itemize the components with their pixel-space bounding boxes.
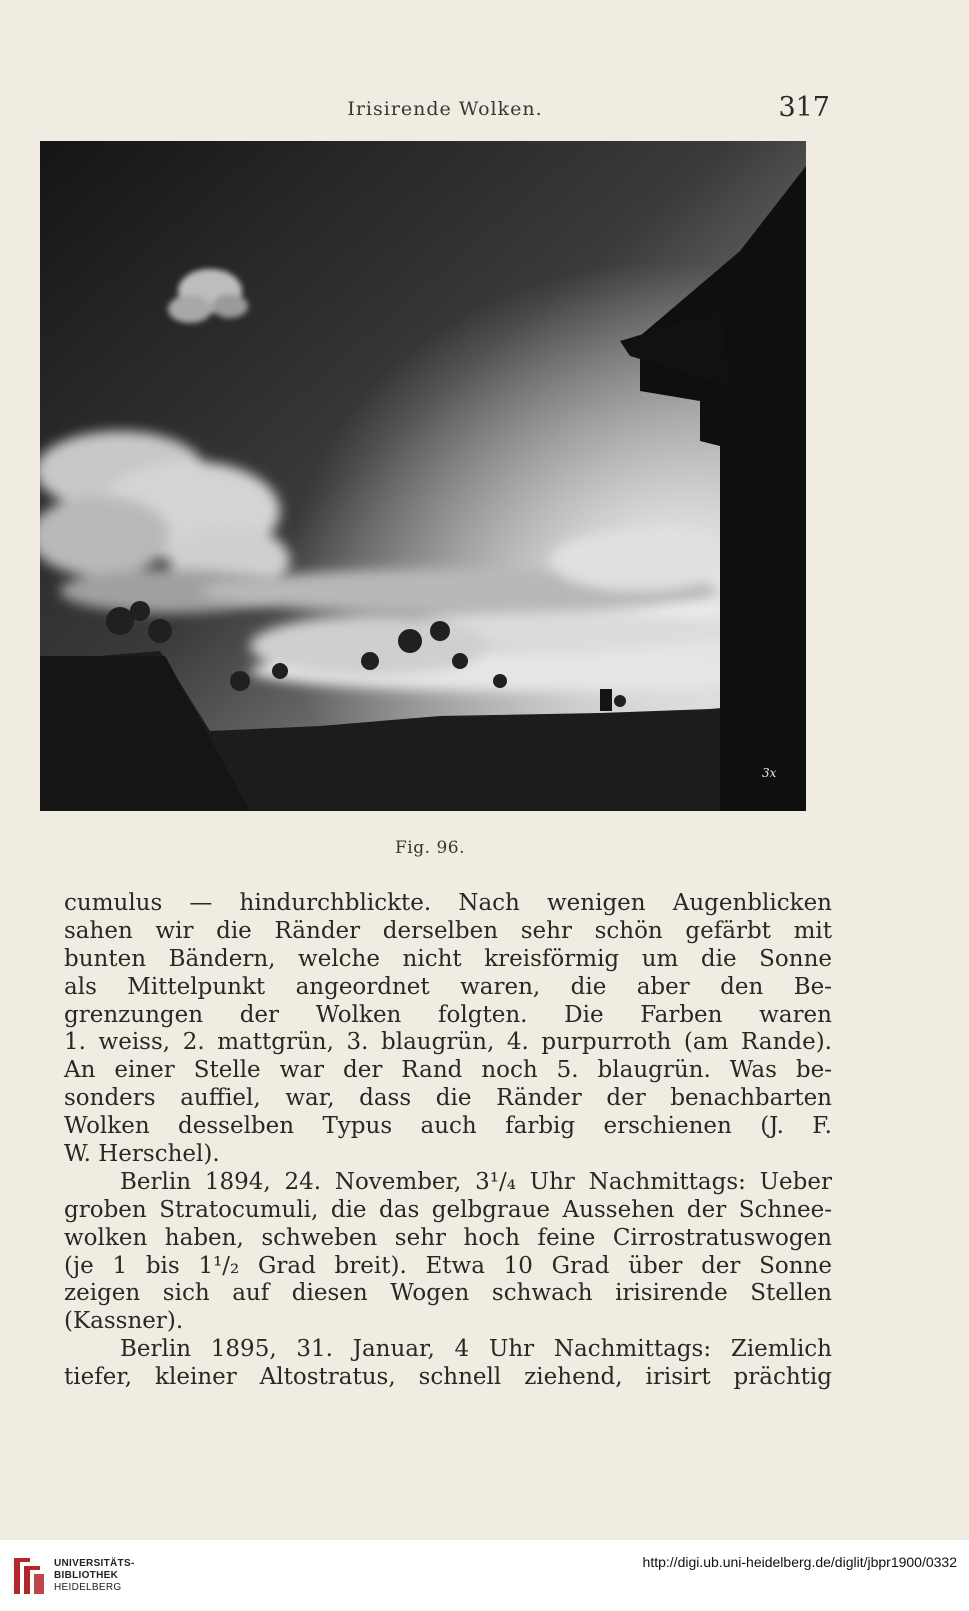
text-line: tiefer, kleiner Altostratus, schnell ziehend, irisirt prächtig: [64, 1364, 832, 1391]
text-line: bunten Bändern, welche nicht kreisförmig um die Sonne: [64, 945, 832, 972]
text-line: grenzungen der Wolken folgten. Die Farben waren: [64, 1001, 832, 1028]
text-line: Berlin 1894, 24. November, 3¹/₄ Uhr Nachmittags: Ueber: [120, 1168, 832, 1195]
library-name: [54, 1558, 135, 1594]
source-url-link[interactable]: http://digi.ub.uni-heidelberg.de/diglit/jbpr1900/0332: [642, 1554, 957, 1570]
text-line: An einer Stelle war der Rand noch 5. blaugrün. Was be-: [64, 1057, 832, 1084]
figure-caption: Fig. 96.: [395, 838, 465, 858]
text-line: wolken haben, schweben sehr hoch feine Cirrostratuswogen: [64, 1224, 832, 1251]
text-line: W. Herschel).: [64, 1141, 220, 1168]
page-number: 317: [778, 92, 830, 123]
text-line: (Kassner).: [64, 1308, 184, 1335]
text-line: Wolken desselben Typus auch farbig erschienen (J. F.: [64, 1113, 832, 1140]
footer-bar: [0, 1540, 969, 1611]
text-line: groben Stratocumuli, die das gelbgraue Aussehen der Schnee-: [64, 1196, 832, 1223]
text-line: zeigen sich auf diesen Wogen schwach irisirende Stellen: [64, 1280, 832, 1307]
corner-mark: 3x: [762, 766, 777, 780]
cloud-photograph: [40, 141, 806, 811]
text-line: sonders auffiel, war, dass die Ränder der benachbarten: [64, 1085, 832, 1112]
text-line: als Mittelpunkt angeordnet waren, die aber den Be-: [64, 973, 832, 1000]
library-name-line: BIBLIOTHEK: [54, 1570, 119, 1581]
text-line: Berlin 1895, 31. Januar, 4 Uhr Nachmittags: Ziemlich: [120, 1336, 832, 1363]
text-line: sahen wir die Ränder derselben sehr schön gefärbt mit: [64, 917, 832, 944]
text-line: (je 1 bis 1¹/₂ Grad breit). Etwa 10 Grad über der Sonne: [64, 1252, 832, 1279]
library-logo-icon: [10, 1554, 46, 1598]
figure-photograph: [40, 141, 806, 811]
library-name-line: UNIVERSITÄTS-: [54, 1558, 135, 1569]
library-name-line: HEIDELBERG: [54, 1582, 122, 1593]
body-text: [64, 890, 832, 1392]
text-line: 1. weiss, 2. mattgrün, 3. blaugrün, 4. purpurroth (am Rande).: [64, 1029, 832, 1056]
running-title: Irisirende Wolken.: [347, 98, 543, 120]
text-line: cumulus — hindurchblickte. Nach wenigen Augenblicken: [64, 890, 832, 916]
page-header: [60, 92, 830, 128]
